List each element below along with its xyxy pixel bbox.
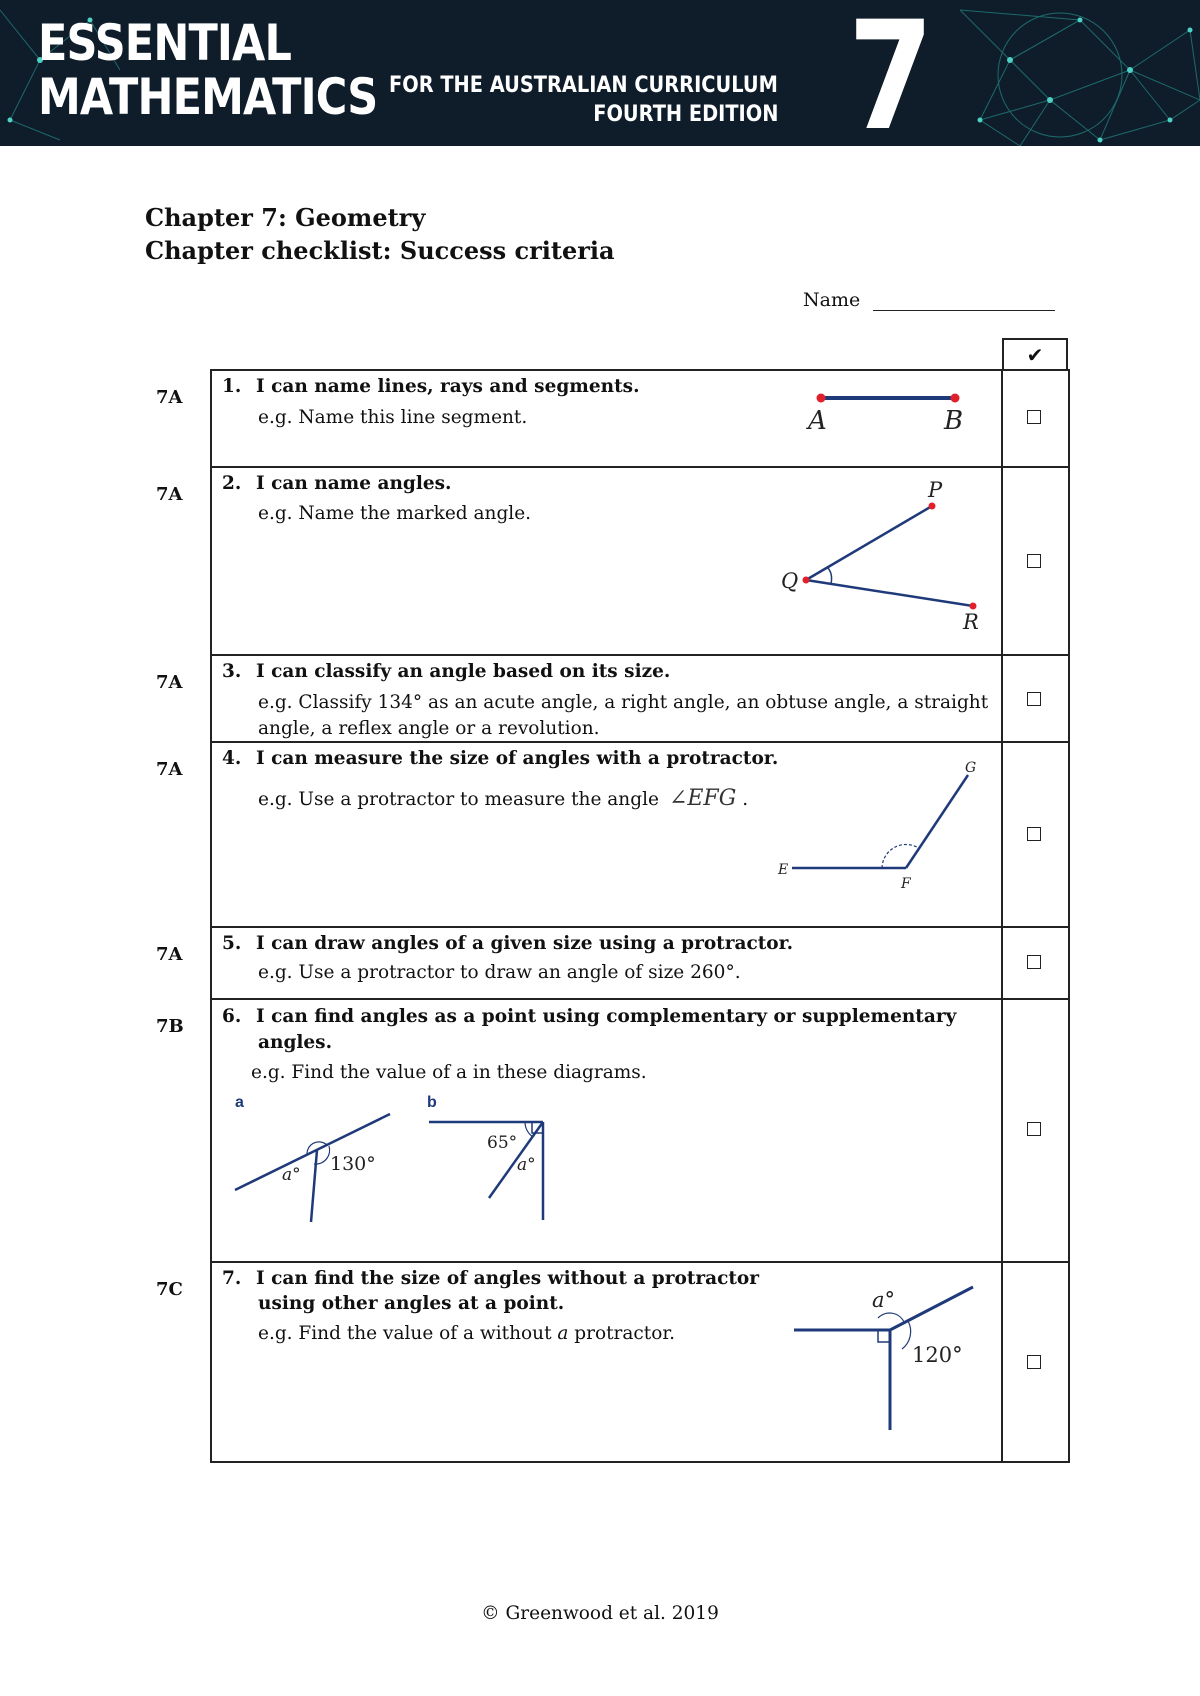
angle-label-120: 120° [912, 1343, 963, 1367]
checklist-title: Chapter checklist: Success criteria [145, 236, 615, 265]
check-column-header: ✔ [1002, 338, 1068, 371]
point-label-b: B [944, 406, 964, 436]
year-level-number: 7 [848, 0, 934, 146]
diagram-part-b [425, 1090, 555, 1230]
angle-label-a: a° [282, 1165, 301, 1185]
point-label-e: E [778, 862, 789, 878]
angle-label-a: a° [872, 1288, 896, 1312]
point-label-r: R [963, 610, 979, 634]
checkbox-3[interactable] [1027, 692, 1041, 706]
row-divider [210, 926, 1070, 928]
example-text-line2: angle, a reflex angle or a revolution. [258, 718, 600, 739]
example-text: e.g. Use a protractor to measure the angle ∠EFG . [258, 786, 749, 811]
brand-subtitle-line2: FOURTH EDITION [592, 102, 778, 127]
check-column-divider [1001, 369, 1003, 1463]
example-text: e.g. Use a protractor to draw an angle of size 260°. [258, 962, 741, 983]
part-label-a: a [235, 1094, 244, 1111]
example-text: e.g. Find the value of a without a protractor. [258, 1323, 676, 1344]
criterion-text: 5. I can draw angles of a given size using a protractor. [222, 933, 794, 954]
checkbox-6[interactable] [1027, 1122, 1041, 1136]
name-label: Name [803, 289, 861, 311]
brand-subtitle-line1: FOR THE AUSTRALIAN CURRICULUM [389, 73, 778, 98]
chapter-title: Chapter 7: Geometry [145, 203, 426, 232]
example-text: e.g. Name this line segment. [258, 407, 528, 428]
checkbox-4[interactable] [1027, 827, 1041, 841]
section-label: 7A [156, 387, 183, 408]
example-text: e.g. Name the marked angle. [258, 503, 532, 524]
criterion-text-line1: 7. I can find the size of angles without a protractor [222, 1268, 759, 1289]
criterion-text: 4. I can measure the size of angles with a protractor. [222, 748, 779, 769]
row-divider [210, 1261, 1070, 1263]
criterion-text: 3. I can classify an angle based on its size. [222, 661, 671, 682]
section-label: 7A [156, 944, 183, 965]
angles-at-point-diagram [790, 1275, 980, 1435]
row-divider [210, 466, 1070, 468]
angle-label-a: a° [517, 1155, 536, 1175]
angle-label-130: 130° [330, 1153, 376, 1175]
diagram-part-a [230, 1090, 400, 1230]
example-text: e.g. Find the value of a in these diagrams. [251, 1062, 647, 1083]
point-label-q: Q [781, 569, 799, 593]
part-label-b: b [427, 1094, 437, 1111]
section-label: 7A [156, 672, 183, 693]
criterion-text-line2: using other angles at a point. [258, 1293, 565, 1314]
section-label: 7B [156, 1016, 184, 1037]
name-field[interactable] [873, 310, 1055, 311]
checkbox-1[interactable] [1027, 410, 1041, 424]
point-label-f: F [901, 876, 911, 892]
brand-title-line2: MATHEMATICS [38, 68, 378, 126]
brand-title-line1: ESSENTIAL [38, 14, 292, 72]
criterion-text: 1. I can name lines, rays and segments. [222, 376, 640, 397]
criterion-text-line2: angles. [258, 1032, 333, 1053]
checkbox-5[interactable] [1027, 955, 1041, 969]
angle-efg-diagram [770, 755, 990, 895]
section-label: 7A [156, 759, 183, 780]
angle-label-65: 65° [487, 1133, 518, 1153]
criterion-text: 2. I can name angles. [222, 473, 452, 494]
line-segment-diagram [800, 385, 970, 435]
angle-pqr-diagram [775, 470, 985, 640]
header-banner [0, 0, 1200, 146]
point-label-g: G [965, 760, 977, 776]
row-divider [210, 998, 1070, 1000]
point-label-a: A [808, 406, 827, 436]
checkbox-2[interactable] [1027, 554, 1041, 568]
section-label: 7A [156, 484, 183, 505]
angle-efg-math: ∠EFG [668, 786, 737, 811]
criterion-text-line1: 6. I can find angles as a point using complementary or supplementary [222, 1006, 957, 1027]
checkbox-7[interactable] [1027, 1355, 1041, 1369]
row-divider [210, 654, 1070, 656]
copyright-footer: © Greenwood et al. 2019 [481, 1603, 719, 1624]
point-label-p: P [928, 478, 943, 502]
example-text-line1: e.g. Classify 134° as an acute angle, a right angle, an obtuse angle, a straight [258, 692, 989, 713]
section-label: 7C [156, 1279, 183, 1300]
